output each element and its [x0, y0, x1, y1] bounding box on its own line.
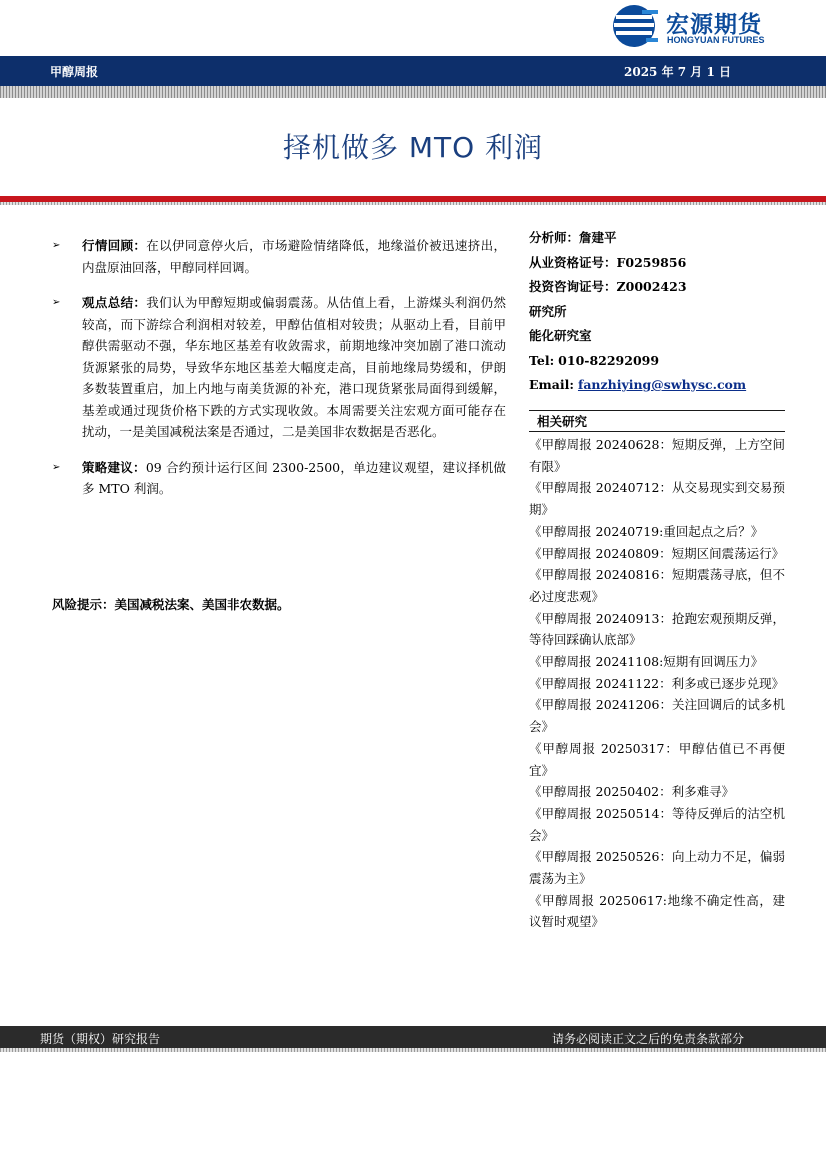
logo-english-name: HONGYUAN FUTURES — [667, 35, 765, 45]
qualification-number: F0259856 — [616, 254, 687, 270]
point-text: 我们认为甲醇短期或偏弱震荡。从估值上看，上游煤头利润仍然较高，而下游综合利润相对较差，甲醇估值相对较贵；从驱动上看，目前甲醇供需驱动不强，华东地区基差有收敛需求，前期地缘冲突加剧了港口流动货源紧张的局势，导致华东地区基差大幅度走高，目前地缘局势缓和，伊朗多数装置重启，加上内地与南美货源的补充，港口现货紧张局面得到缓解，基差或通过现货价格下跌的方式实现收敛。本周需要关注宏观方面可能存在扰动，一是美国减税法案是否通过，二是美国非农数据是否恶化。 — [82, 295, 506, 439]
view-summary-point — [52, 292, 506, 443]
related-item[interactable]: 《甲醇周报 20240913：抢跑宏观预期反弹，等待回踩确认底部》 — [529, 610, 785, 648]
investment-license-row — [529, 275, 785, 300]
telephone-row — [529, 349, 785, 374]
footer-disclaimer-note: 请务必阅读正文之后的免责条款部分 — [551, 1032, 744, 1046]
related-item[interactable]: 《甲醇周报 20240628：短期反弹，上方空间有限》 — [529, 437, 785, 474]
title-divider-stripe — [0, 202, 826, 205]
point-text: 在以伊同意停火后，市场避险情绪降低，地缘溢价被迅速挤出，内盘原油回落，甲醇同样回调。 — [82, 238, 506, 275]
market-review-point — [52, 235, 506, 278]
investment-license-label: 投资咨询证号： — [529, 279, 617, 294]
institute: 研究所 — [529, 303, 567, 319]
department: 能化研究室 — [529, 328, 592, 343]
telephone-number: 010-82292099 — [558, 352, 660, 368]
analyst-name: 詹建平 — [579, 230, 617, 245]
email-row — [529, 373, 785, 398]
investment-license-number: Z0002423 — [616, 279, 687, 294]
related-item[interactable]: 《甲醇周报 20241206：关注回调后的试多机会》 — [529, 697, 785, 735]
footer-divider — [0, 1048, 826, 1052]
analyst-row — [529, 226, 785, 251]
header-bar — [0, 56, 826, 86]
header-divider — [0, 86, 826, 98]
arrow-bullet-icon: ➢ — [52, 297, 61, 308]
strategy-point — [52, 457, 506, 500]
related-item[interactable]: 《甲醇周报 20250514：等待反弹后的沽空机会》 — [529, 805, 785, 843]
related-item[interactable]: 《甲醇周报 20250317：甲醇估值已不再便宜》 — [529, 740, 785, 778]
report-title: 择机做多 MTO 利润 — [282, 131, 544, 164]
related-item[interactable]: 《甲醇周报 20241122：利多或已逐步兑现》 — [529, 675, 785, 691]
qualification-row — [529, 251, 785, 276]
arrow-bullet-icon: ➢ — [52, 240, 61, 251]
risk-warning: 风险提示：美国减税法案、美国非农数据。 — [52, 597, 290, 612]
related-research-heading: 相关研究 — [529, 410, 785, 432]
email-link[interactable]: fanzhiying@swhysc.com — [577, 377, 747, 392]
related-item[interactable]: 《甲醇周报 20241108:短期有回调压力》 — [529, 654, 764, 670]
analyst-info — [529, 226, 785, 398]
related-item[interactable]: 《甲醇周报 20240719:重回起点之后？》 — [529, 523, 764, 539]
qualification-label: 从业资格证号： — [529, 254, 617, 270]
related-item[interactable]: 《甲醇周报 20240809：短期区间震荡运行》 — [529, 545, 785, 561]
related-item[interactable]: 《甲醇周报 20240816：短期震荡寻底，但不必过度悲观》 — [529, 567, 785, 604]
telephone-label: Tel: — [529, 352, 555, 368]
related-research-list — [529, 434, 785, 933]
point-label: 观点总结： — [82, 295, 147, 310]
report-date: 2025 年 7 月 1 日 — [624, 65, 731, 79]
point-label: 行情回顾： — [82, 238, 147, 253]
analyst-label: 分析师： — [529, 230, 580, 245]
footer-bar — [0, 1026, 826, 1048]
point-label: 策略建议： — [82, 459, 146, 475]
company-logo — [612, 4, 792, 48]
arrow-bullet-icon: ➢ — [52, 461, 61, 473]
related-item[interactable]: 《甲醇周报 20250526：向上动力不足，偏弱震荡为主》 — [529, 849, 785, 887]
point-text: 09 合约预计运行区间 2300-2500，单边建议观望，建议择机做多 MTO 利润。 — [82, 459, 506, 496]
report-type: 甲醇周报 — [50, 65, 99, 79]
email-label: Email: — [529, 377, 574, 392]
footer-report-type: 期货（期权）研究报告 — [40, 1032, 161, 1046]
summary-section — [52, 235, 506, 514]
related-item[interactable]: 《甲醇周报 20240712：从交易现实到交易预期》 — [529, 480, 785, 518]
logo-chinese-name: 宏源期货 — [666, 12, 762, 38]
related-research — [529, 410, 785, 933]
hongyuan-logo-icon — [612, 4, 660, 48]
related-item[interactable]: 《甲醇周报 20250617:地缘不确定性高，建议暂时观望》 — [529, 892, 785, 930]
related-item[interactable]: 《甲醇周报 20250402：利多难寻》 — [529, 784, 735, 800]
